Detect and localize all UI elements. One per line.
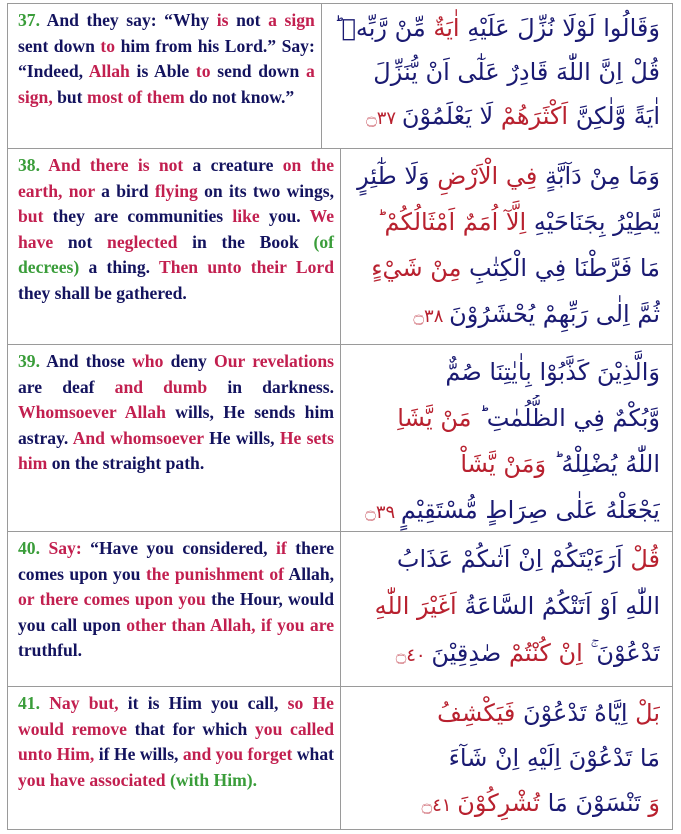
- english-text-segment: they are communities: [43, 206, 233, 226]
- verse-row-40: [8, 532, 672, 687]
- english-text-segment: in the Book: [177, 231, 314, 252]
- english-text-segment: so He would remove: [18, 693, 334, 739]
- arabic-text-segment: فَيَكْشِفُ: [437, 699, 516, 727]
- arabic-text-segment: اللّٰهِ اَوْ اَتَتْكُمُ السَّاعَةُ: [456, 592, 660, 620]
- english-text-segment: “Have you considered,: [81, 538, 277, 558]
- english-text-segment: Allah,: [284, 563, 334, 584]
- english-text-segment: the Hour, would you call upon: [18, 589, 334, 635]
- arabic-text-segment: مِّنْ رَّبِّهٖ ؕ: [333, 14, 426, 42]
- english-text-segment: to: [195, 61, 211, 81]
- english-text-segment: on the straight path.: [47, 453, 205, 473]
- verse-row-39: [8, 345, 672, 532]
- arabic-text-segment: وَمَا مِنْ دَآبَّةٍ: [537, 162, 660, 190]
- english-text-segment: not: [228, 10, 269, 30]
- verse-arabic: [341, 687, 672, 829]
- arabic-text-segment: بَلْ: [635, 699, 660, 727]
- english-text-segment: Say:: [40, 538, 82, 558]
- arabic-text-segment: مَنْ يَّشَاِ: [397, 404, 472, 432]
- verse-arabic: [341, 532, 672, 686]
- english-text-segment: Allah: [88, 61, 130, 81]
- arabic-line: [334, 94, 660, 141]
- arabic-text-segment: لَا يَعْلَمُوْنَ: [401, 102, 501, 130]
- english-text-segment: truthful.: [18, 640, 83, 660]
- verse-english: [8, 149, 341, 344]
- arabic-text-segment: وَمَنْ يَّشَاْ: [460, 450, 547, 478]
- english-text-segment: a sign,: [18, 61, 315, 107]
- arabic-text-segment: اٰيَةً وَّلٰكِنَّ: [568, 102, 660, 130]
- english-text-segment: He sets him: [18, 427, 334, 473]
- english-text-segment: there comes upon you: [18, 538, 334, 584]
- arabic-line: [334, 6, 660, 50]
- arabic-line: [353, 395, 660, 441]
- verse-row-38: [8, 149, 672, 345]
- arabic-text-segment: اللّٰهُ يُضْلِلْهُ ؕ: [546, 450, 660, 478]
- english-text-segment: you called unto Him,: [18, 718, 334, 764]
- english-text-segment: like: [232, 206, 260, 226]
- verse-row-41: [8, 687, 672, 829]
- arabic-line: [353, 487, 660, 536]
- verse-number: 41.: [18, 693, 40, 713]
- english-text-segment: And whomsoever: [72, 427, 204, 448]
- english-text-segment: what: [292, 744, 334, 764]
- english-text-segment: if: [276, 538, 287, 558]
- arabic-text-segment: وَّبُكْمٌ فِي الظُّلُمٰتِ ؕ: [471, 404, 660, 432]
- arabic-text-segment: مَا تَدْعُوْنَ اِلَيْهِ اِنْ شَآءَ: [448, 744, 660, 772]
- english-text-segment: that for which: [126, 718, 255, 739]
- verse-row-37: [8, 4, 672, 149]
- verse-number: 40.: [18, 538, 40, 558]
- english-text-segment: flying: [154, 180, 198, 201]
- english-text-segment: they shall be gathered.: [18, 282, 187, 303]
- arabic-text-segment: تَدْعُوْنَ ۚ: [582, 639, 660, 667]
- english-text-segment: and dumb: [114, 376, 208, 397]
- english-text-segment: or there comes upon you: [18, 589, 206, 609]
- arabic-line: [334, 50, 660, 94]
- english-text-segment: Then unto their Lord: [158, 257, 334, 277]
- english-text-segment: wills, He sends him astray.: [18, 402, 334, 448]
- arabic-text-segment: ثُمَّ اِلٰى رَبِّهِمْ يُحْشَرُوْنَ: [449, 300, 660, 328]
- english-text-segment: him from his Lord.” Say: “Indeed,: [18, 35, 315, 81]
- verse-number: 39.: [18, 351, 40, 371]
- english-text-segment: And those: [40, 351, 133, 371]
- ayah-number-mark: ۝٤١: [421, 795, 458, 816]
- english-text-segment: Nay but,: [40, 693, 119, 713]
- arabic-line: [353, 736, 660, 781]
- english-text-segment: if He wills,: [94, 744, 183, 764]
- arabic-line: [353, 153, 660, 199]
- arabic-text-segment: فِي الْاَرْضِ: [437, 162, 538, 190]
- english-text-segment: And they say: “Why: [40, 10, 217, 30]
- arabic-line: [353, 245, 660, 291]
- arabic-line: [353, 781, 660, 828]
- english-text-segment: you have associated: [18, 769, 166, 790]
- english-text-segment: on the earth, nor: [18, 155, 335, 201]
- arabic-text-segment: وَلَا طٰٓئِرٍ: [357, 162, 438, 190]
- english-text-segment: And there is not: [40, 155, 184, 175]
- verse-english: [8, 345, 341, 531]
- arabic-line: [353, 630, 660, 679]
- arabic-line: [353, 441, 660, 487]
- arabic-text-segment: اٰيَةٌ: [425, 14, 468, 42]
- english-text-segment: it is Him you call,: [118, 693, 288, 713]
- arabic-text-segment: وَقَالُوا لَوْلَا نُزِّلَ عَلَيْهِ: [467, 14, 660, 42]
- arabic-line: [353, 291, 660, 340]
- arabic-text-segment: وَالَّذِيْنَ كَذَّبُوْا بِاٰيٰتِنَا صُمٌّ: [445, 358, 660, 386]
- english-text-segment: a sign: [268, 10, 315, 30]
- arabic-line: [353, 349, 660, 395]
- arabic-line: [353, 691, 660, 736]
- english-text-segment: Whomsoever Allah: [18, 402, 166, 422]
- arabic-text-segment: اَكْثَرَهُمْ: [500, 102, 569, 130]
- ayah-number-mark: ۝٣٩: [365, 502, 401, 523]
- ayah-number-mark: ۝٣٨: [413, 306, 450, 327]
- ayah-number-mark: ۝٤٠: [395, 645, 432, 666]
- english-text-segment: on its two wings,: [197, 180, 334, 201]
- english-text-segment: deny: [163, 351, 215, 371]
- english-text-segment: neglected: [107, 231, 178, 252]
- verse-arabic: [341, 345, 672, 531]
- arabic-line: [353, 583, 660, 630]
- arabic-text-segment: تَنْسَوْنَ مَا: [539, 789, 649, 817]
- english-text-segment: not: [53, 231, 108, 252]
- english-text-segment: and you forget: [182, 744, 293, 764]
- english-text-segment: are deaf: [18, 376, 115, 397]
- english-text-segment: a creature: [183, 155, 283, 175]
- english-text-segment: a thing.: [79, 257, 159, 277]
- verse-number: 38.: [18, 155, 40, 175]
- ayah-number-mark: ۝٣٧: [366, 108, 402, 129]
- english-text-segment: other than Allah, if you are: [126, 614, 335, 635]
- arabic-text-segment: مِنْ شَيْءٍ: [371, 254, 462, 282]
- english-text-segment: sent down: [18, 35, 101, 56]
- arabic-text-segment: مَا فَرَّطْنَا فِي الْكِتٰبِ: [461, 254, 660, 282]
- arabic-text-segment: اَرَءَيْتَكُمْ اِنْ اَتٰىكُمْ عَذَابُ: [396, 545, 631, 573]
- english-text-segment: do not know.”: [184, 86, 295, 107]
- arabic-text-segment: اِنْ كُنْتُمْ: [508, 639, 583, 667]
- arabic-text-segment: يَّطِيْرُ بِجَنَاحَيْهِ: [526, 208, 660, 236]
- english-text-segment: who: [132, 351, 164, 371]
- english-text-segment: but: [18, 206, 44, 226]
- arabic-text-segment: اِيَّاهُ تَدْعُوْنَ: [515, 699, 636, 727]
- english-text-segment: is Able: [129, 61, 196, 81]
- arabic-text-segment: اَغَيْرَ اللّٰهِ: [374, 592, 457, 620]
- verse-arabic: [322, 4, 672, 148]
- arabic-line: [353, 536, 660, 583]
- verse-number: 37.: [18, 10, 40, 30]
- english-text-segment: (with Him).: [170, 769, 257, 790]
- english-text-segment: you.: [259, 206, 310, 226]
- arabic-text-segment: قُلْ: [630, 545, 660, 573]
- verse-table: [7, 3, 673, 830]
- verse-english: [8, 4, 322, 148]
- english-text-segment: is: [216, 10, 229, 30]
- english-text-segment: the punishment of: [145, 563, 285, 584]
- english-text-segment: most of them: [86, 86, 185, 107]
- arabic-text-segment: قُلْ اِنَّ اللّٰهَ قَادِرٌ عَلٰٓى اَنْ يُّنَزِّلَ: [373, 58, 660, 86]
- english-text-segment: We have: [18, 206, 335, 252]
- english-text-segment: a bird: [94, 180, 155, 201]
- verse-english: [8, 532, 341, 686]
- english-text-segment: send down: [210, 61, 307, 81]
- arabic-text-segment: صٰدِقِيْنَ: [431, 639, 509, 667]
- arabic-text-segment: اِلَّآ اُمَمٌ اَمْثَالُكُمْ ؕ: [376, 208, 527, 236]
- verse-english: [8, 687, 341, 829]
- arabic-text-segment: وَ: [648, 789, 660, 817]
- english-text-segment: (of decrees): [18, 231, 334, 277]
- english-text-segment: in darkness.: [207, 376, 334, 397]
- verse-arabic: [341, 149, 672, 344]
- english-text-segment: Our revelations: [214, 351, 334, 371]
- english-text-segment: but: [52, 86, 87, 107]
- english-text-segment: to: [100, 35, 116, 56]
- arabic-text-segment: يَجْعَلْهُ عَلٰى صِرَاطٍ مُّسْتَقِيْمٍ: [400, 496, 660, 524]
- english-text-segment: He wills,: [203, 427, 280, 448]
- arabic-text-segment: تُشْرِكُوْنَ: [457, 789, 540, 817]
- arabic-line: [353, 199, 660, 245]
